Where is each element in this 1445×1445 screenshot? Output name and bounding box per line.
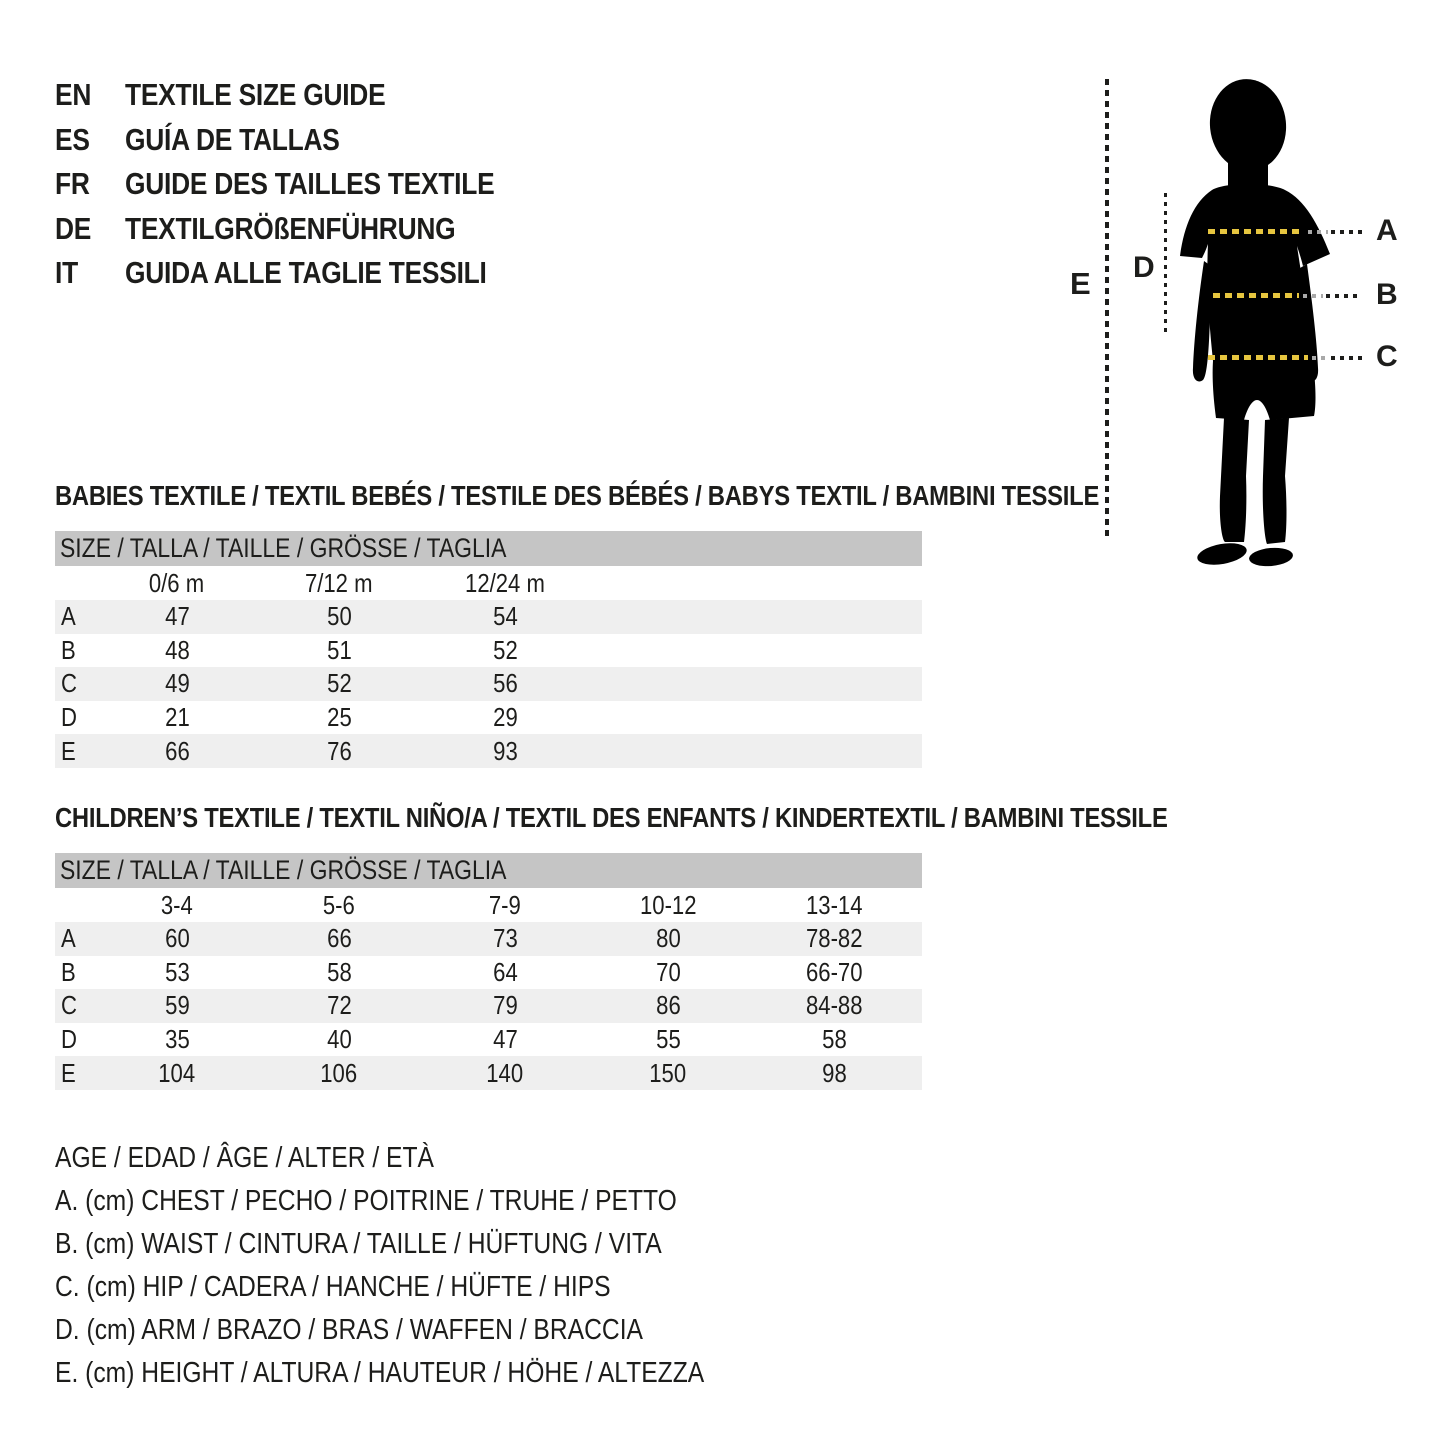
babies-column-header-row	[55, 566, 922, 600]
legend-hip: C. (cm) HIP / CADERA / HANCHE / HÜFTE / HIPS	[55, 1271, 611, 1303]
measure-label-C: C	[1376, 340, 1398, 373]
silhouette-left-foot	[1196, 540, 1249, 568]
legend-arm: D. (cm) ARM / BRAZO / BRAS / WAFFEN / BRACCIA	[55, 1314, 644, 1346]
babies-row-C: C 49 52 56	[55, 667, 922, 701]
children-column-header-row	[55, 888, 922, 922]
height-measure-line-E	[1105, 79, 1109, 536]
hip-line-on-body	[1208, 355, 1308, 360]
lang-code-fr: FR	[55, 166, 90, 202]
chest-line-callout	[1331, 230, 1362, 234]
silhouette-right-foot	[1248, 546, 1293, 568]
hip-line-callout	[1331, 356, 1362, 360]
lang-title-es: GUÍA DE TALLAS	[125, 121, 340, 157]
measure-label-B: B	[1376, 278, 1398, 311]
hip-line-fade	[1312, 356, 1328, 360]
chest-line-fade	[1308, 230, 1328, 234]
children-col-3: 10-12	[639, 889, 697, 920]
children-col-4: 13-14	[806, 889, 863, 920]
children-row-D: D 35 40 47 55 58	[61, 1024, 847, 1055]
children-size-table	[55, 888, 922, 1090]
babies-section-heading: BABIES TEXTILE / TEXTIL BEBÉS / TESTILE DES BÉBÉS / BABYS TEXTIL / BAMBINI TESSILE	[55, 480, 1100, 511]
babies-col-2: 12/24 m	[465, 567, 545, 598]
measure-label-D: D	[1133, 251, 1155, 284]
children-col-1: 5-6	[323, 889, 355, 920]
children-col-0: 3-4	[161, 889, 193, 920]
children-section-heading: CHILDREN’S TEXTILE / TEXTIL NIÑO/A / TEXTIL DES ENFANTS / KINDERTEXTIL / BAMBINI TESSILE	[55, 802, 1168, 833]
lang-row-en	[55, 73, 560, 118]
legend-waist: B. (cm) WAIST / CINTURA / TAILLE / HÜFTUNG / VITA	[55, 1228, 662, 1260]
babies-col-1: 7/12 m	[305, 567, 373, 598]
legend-chest: A. (cm) CHEST / PECHO / POITRINE / TRUHE / PETTO	[55, 1185, 677, 1217]
lang-title-en: TEXTILE SIZE GUIDE	[125, 77, 386, 113]
children-row-E: E 104 106 140 150 98	[55, 1056, 922, 1090]
chest-line-on-body	[1208, 229, 1304, 234]
measure-label-A: A	[1376, 214, 1398, 247]
lang-code-it: IT	[55, 255, 78, 291]
babies-row-E: E 66 76 93	[55, 734, 922, 768]
lang-row-de	[55, 207, 560, 252]
arm-measure-line-D	[1164, 193, 1167, 337]
lang-code-de: DE	[55, 210, 92, 246]
lang-row-it	[55, 251, 560, 296]
measurement-legend	[55, 1137, 819, 1395]
measure-label-E: E	[1070, 266, 1091, 301]
lang-title-it: GUIDA ALLE TAGLIE TESSILI	[125, 255, 487, 291]
waist-line-callout	[1326, 294, 1362, 298]
lang-row-fr	[55, 162, 560, 207]
lang-title-de: TEXTILGRÖßENFÜHRUNG	[125, 210, 456, 246]
children-row-C: C 59 72 79 86 84-88	[55, 989, 922, 1023]
children-col-2: 7-9	[489, 889, 521, 920]
babies-size-header-bar: SIZE / TALLA / TAILLE / GRÖSSE / TAGLIA	[55, 531, 922, 566]
babies-row-A: A 47 50 54	[55, 600, 922, 634]
waist-line-fade	[1303, 294, 1323, 298]
waist-line-on-body	[1213, 293, 1299, 298]
lang-code-es: ES	[55, 121, 90, 157]
babies-size-table	[55, 566, 922, 768]
silhouette-left-leg	[1220, 418, 1249, 542]
babies-row-B: B 48 51 52	[61, 634, 518, 665]
legend-age: AGE / EDAD / ÂGE / ALTER / ETÀ	[55, 1142, 434, 1174]
lang-title-fr: GUIDE DES TAILLES TEXTILE	[125, 166, 495, 202]
children-row-B: B 53 58 64 70 66-70	[61, 956, 863, 987]
lang-code-en: EN	[55, 77, 92, 113]
silhouette-left-arm	[1193, 261, 1211, 382]
language-title-block	[55, 73, 560, 296]
silhouette-right-leg	[1263, 418, 1289, 544]
babies-row-D: D 21 25 29	[61, 702, 518, 733]
children-size-header-bar: SIZE / TALLA / TAILLE / GRÖSSE / TAGLIA	[55, 853, 922, 888]
lang-row-es	[55, 118, 560, 163]
legend-height: E. (cm) HEIGHT / ALTURA / HAUTEUR / HÖHE / ALTEZZA	[55, 1357, 705, 1389]
babies-col-0: 0/6 m	[149, 567, 205, 598]
children-row-A: A 60 66 73 80 78-82	[55, 922, 922, 956]
